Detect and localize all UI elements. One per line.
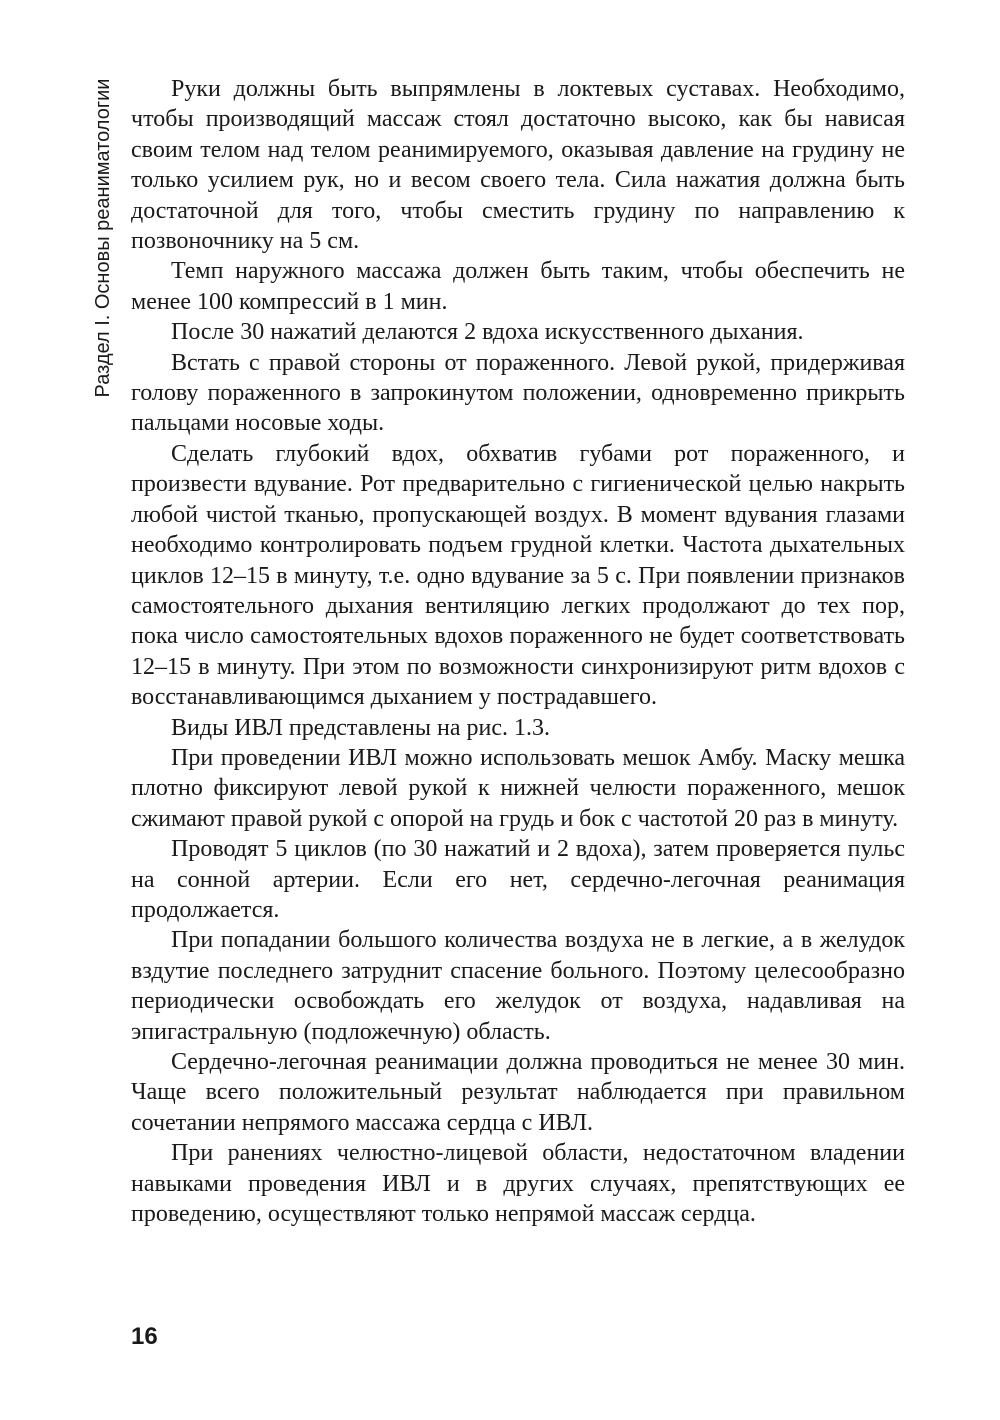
paragraph: Сделать глубокий вдох, обхватив губами рот пораженного, и произвести вдувание. Рот предварительно с гигиенической целью накрыть любой чистой тканью, пропускающей воздух. В момент вдувания глазами необходимо контролировать подъем грудной клетки. Частота дыхательных циклов 12–15 в минуту, т.е. одно вдувание за 5 с. При появлении признаков самостоятельного дыхания вентиляцию легких продолжают до тех пор, пока число самостоятельных вдохов пораженного не будет соответствовать 12–15 в минуту. При этом по возможности синхронизируют ритм вдохов с восстанавливающимся дыханием у пострадавшего. [131,440,905,711]
paragraph: Темп наружного массажа должен быть таким, чтобы обеспечить не менее 100 компрессий в 1 мин. [131,258,905,315]
paragraph: Проводят 5 циклов (по 30 нажатий и 2 вдоха), затем проверяется пульс на сонной артерии. Если его нет, сердечно-легочная реанимация продолжается. [131,836,905,923]
body-text [131,74,905,1229]
running-head: Раздел I. Основы реаниматологии [92,78,114,398]
paragraph: Руки должны быть выпрямлены в локтевых суставах. Необходимо, чтобы производящий массаж стоял достаточно высоко, как бы нависая своим телом над телом реанимируемого, оказывая давление на грудину не только усилием рук, но и весом своего тела. Сила нажатия должна быть достаточной для того, чтобы сместить грудину по направлению к позвоночнику на 5 см. [131,76,905,255]
paragraph: После 30 нажатий делаются 2 вдоха искусственного дыхания. [171,319,804,346]
paragraph: При ранениях челюстно-лицевой области, недостаточном владении навыками проведения ИВЛ и в других случаях, препятствующих ее проведению, осуществляют только непрямой массаж сердца. [131,1140,905,1228]
paragraph: Сердечно-легочная реанимации должна проводиться не менее 30 мин. Чаще всего положительный результат наблюдается при правильном сочетании непрямого массажа сердца с ИВЛ. [131,1049,905,1136]
paragraph: При попадании большого количества воздуха не в легкие, а в желудок вздутие последнего затруднит спасение больного. Поэтому целесообразно периодически освобождать его желудок от воздуха, надавливая на эпигастральную (подложечную) область. [131,927,905,1045]
paragraph: Виды ИВЛ представлены на рис. 1.3. [171,714,550,741]
page-number: 16 [131,1323,158,1350]
paragraph: При проведении ИВЛ можно использовать мешок Амбу. Маску мешка плотно фиксируют левой рукой к нижней челюсти пораженного, мешок сжимают правой рукой с опорой на грудь и бок с частотой 20 раз в минуту. [131,744,905,832]
paragraph: Встать с правой стороны от пораженного. Левой рукой, придерживая голову пораженного в запрокинутом положении, одновременно прикрыть пальцами носовые ходы. [131,349,905,437]
